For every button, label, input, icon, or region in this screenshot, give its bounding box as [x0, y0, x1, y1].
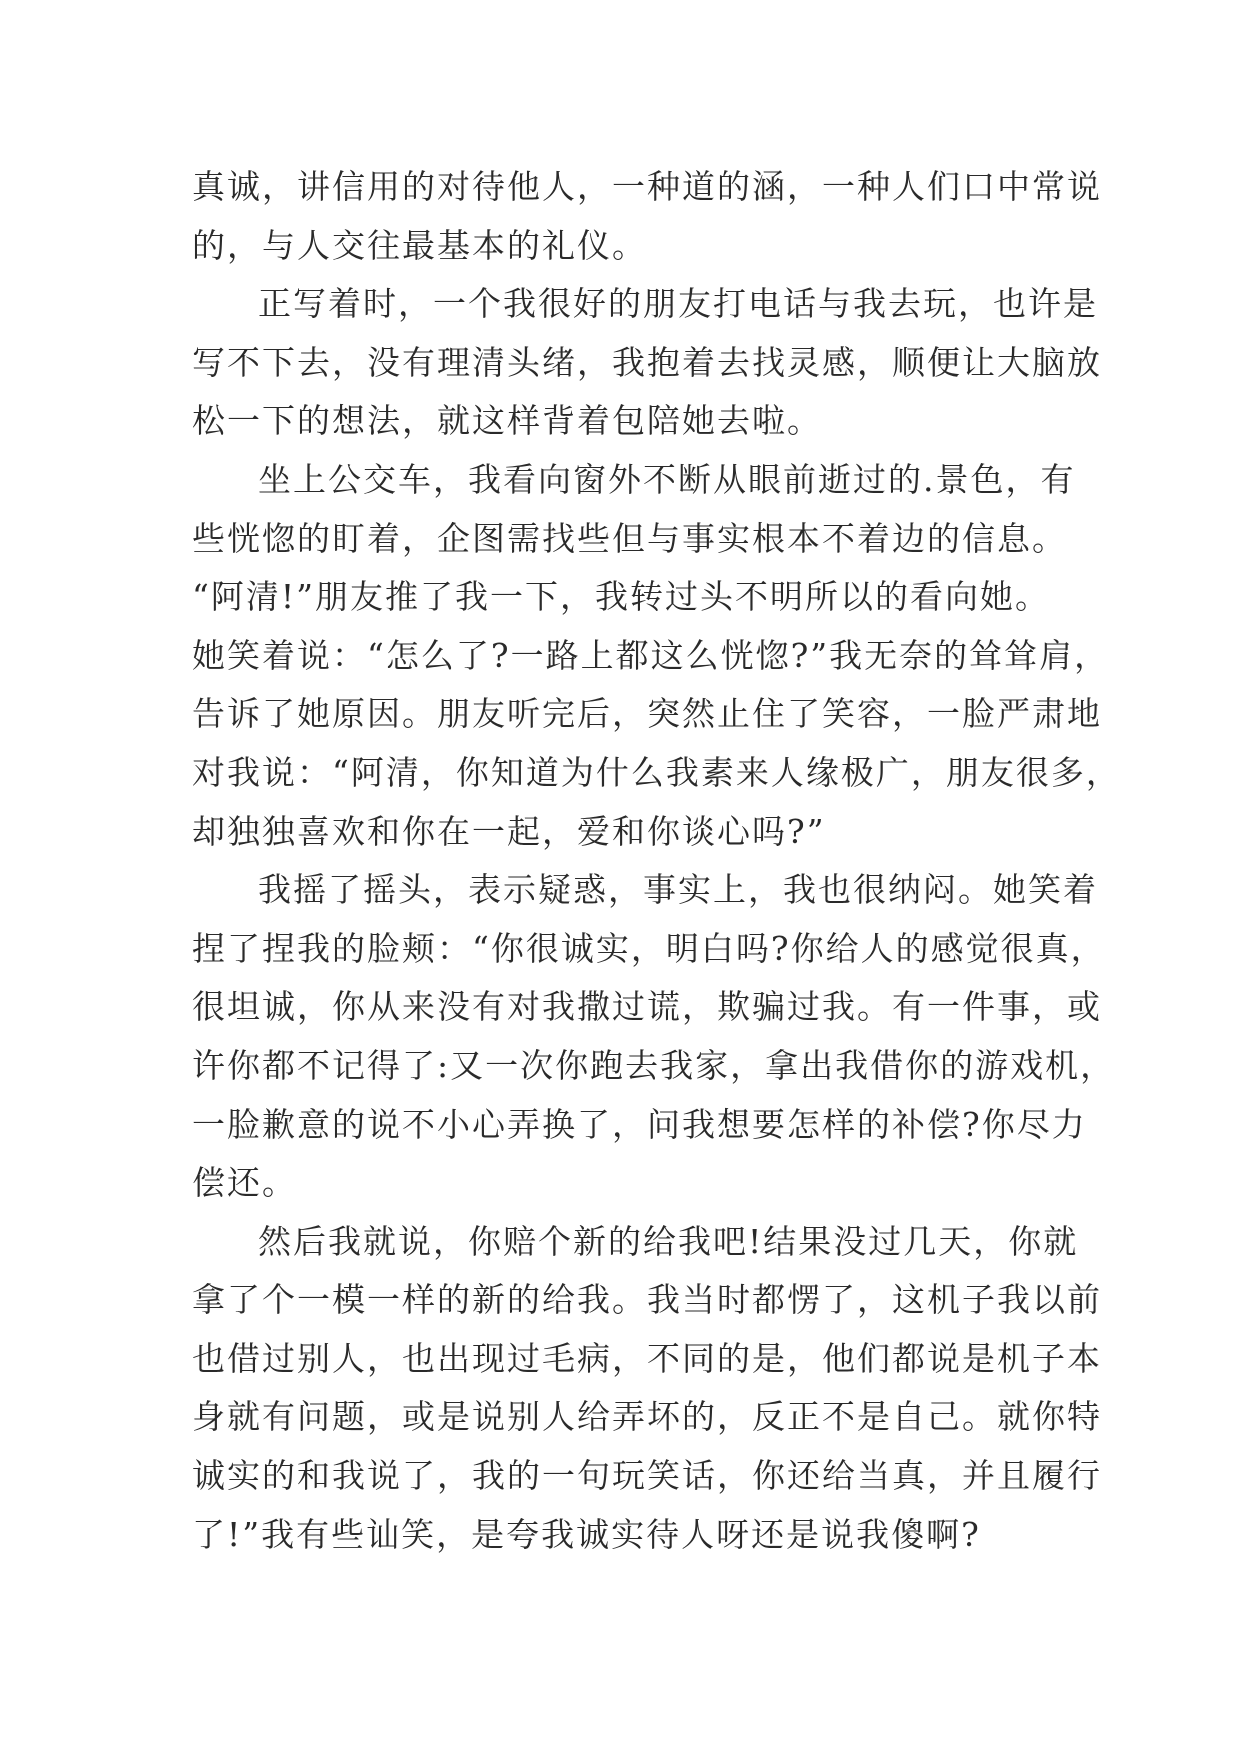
text-line: 些恍惚的盯着，企图需找些但与事实根本不着边的信息。 [192, 518, 1067, 558]
text-line: 写不下去，没有理清头绪，我抱着去找灵感，顺便让大脑放 [192, 342, 1102, 382]
body-text [192, 158, 1121, 1564]
text-line: 正写着时，一个我很好的朋友打电话与我去玩，也许是 [258, 284, 1098, 324]
text-line: 我摇了摇头，表示疑惑，事实上，我也很纳闷。她笑着 [258, 870, 1098, 910]
text-line: 身就有问题，或是说别人给弄坏的，反正不是自己。就你特 [192, 1397, 1102, 1437]
text-line: 捏了捏我的脸颊：“你很诚实，明白吗?你给人的感觉很真， [192, 928, 1106, 968]
text-line: 许你都不记得了:又一次你跑去我家，拿出我借你的游戏机， [192, 1045, 1116, 1085]
text-line: 松一下的想法，就这样背着包陪她去啦。 [192, 401, 822, 441]
text-line: 诚实的和我说了，我的一句玩笑话，你还给当真，并且履行 [192, 1456, 1102, 1496]
text-line: 然后我就说，你赔个新的给我吧!结果没过几天，你就 [258, 1221, 1079, 1261]
text-line: 却独独喜欢和你在一起，爱和你谈心吗?” [192, 811, 826, 851]
text-line: 很坦诚，你从来没有对我撒过谎，欺骗过我。有一件事，或 [192, 987, 1102, 1027]
text-line: 告诉了她原因。朋友听完后，突然止住了笑容，一脸严肃地 [192, 694, 1102, 734]
text-line: 坐上公交车，我看向窗外不断从眼前逝过的.景色，有 [258, 459, 1076, 499]
text-line: 她笑着说：“怎么了?一路上都这么恍惚?”我无奈的耸耸肩， [192, 635, 1110, 675]
text-line: 的，与人交往最基本的礼仪。 [192, 225, 647, 265]
text-line: 了!”我有些讪笑，是夸我诚实待人呀还是说我傻啊? [192, 1514, 981, 1554]
text-line: 也借过别人，也出现过毛病，不同的是，他们都说是机子本 [192, 1338, 1102, 1378]
text-line: 拿了个一模一样的新的给我。我当时都愣了，这机子我以前 [192, 1280, 1102, 1320]
text-line: 对我说：“阿清，你知道为什么我素来人缘极广，朋友很多， [192, 752, 1121, 792]
text-line: “阿清!”朋友推了我一下，我转过头不明所以的看向她。 [192, 577, 1051, 617]
text-line: 一脸歉意的说不小心弄换了，问我想要怎样的补偿?你尽力 [192, 1104, 1087, 1144]
text-line: 真诚，讲信用的对待他人，一种道的涵，一种人们口中常说 [192, 167, 1102, 206]
text-line: 偿还。 [192, 1163, 297, 1203]
